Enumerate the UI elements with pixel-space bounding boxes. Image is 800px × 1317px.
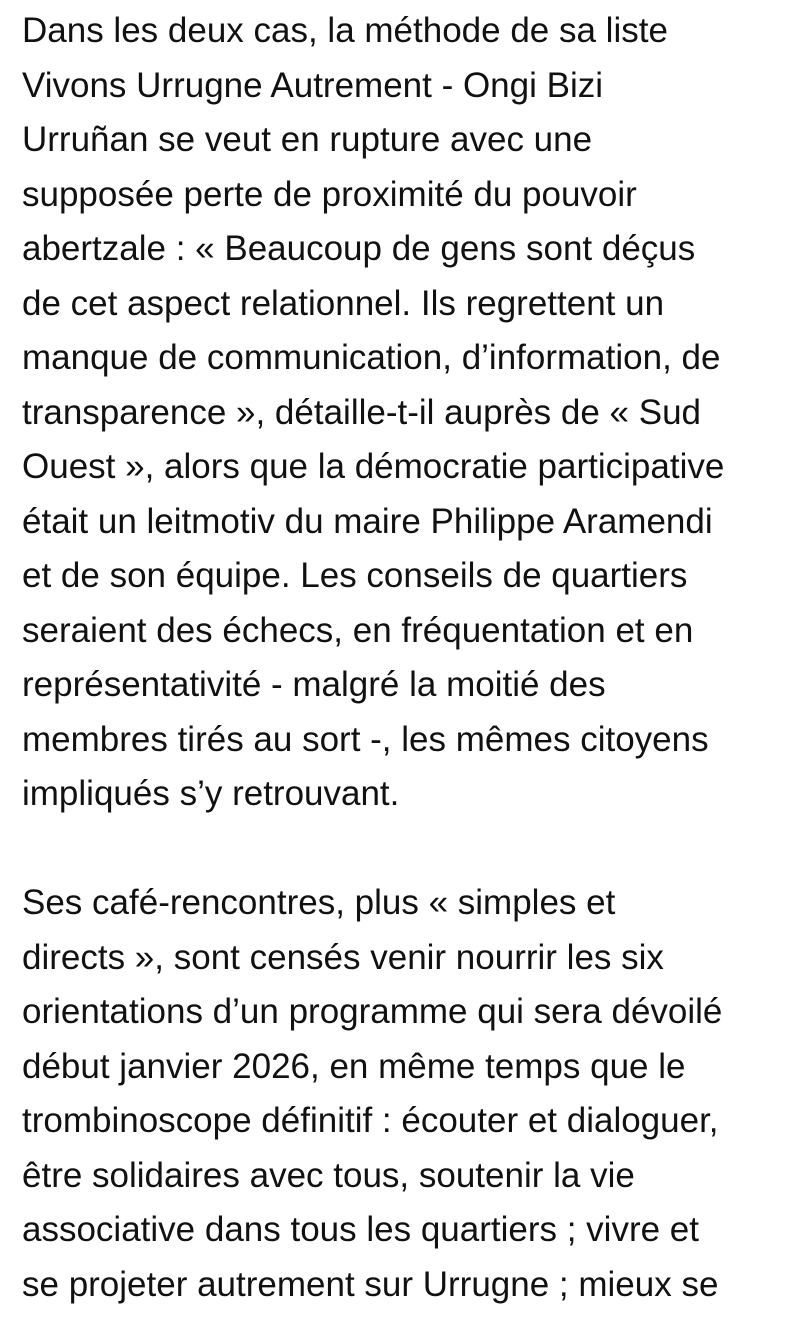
- text-line: abertzale : « Beaucoup de gens sont déçus: [22, 229, 696, 268]
- text-line: se projeter autrement sur Urrugne ; mieux se: [22, 1264, 719, 1304]
- text-line: Urruñan se veut en rupture avec une: [22, 120, 593, 159]
- text-line: début janvier 2026, en même temps que le: [22, 1046, 686, 1086]
- text-line: associative dans tous les quartiers ; vivre et: [22, 1210, 699, 1249]
- text-line: seraient des échecs, en fréquentation et en: [22, 610, 694, 650]
- text-line: Vivons Urrugne Autrement - Ongi Bizi: [22, 65, 604, 105]
- text-line: Ses café-rencontres, plus « simples et: [22, 883, 616, 922]
- text-line: directs », sont censés venir nourrir les six: [22, 937, 664, 977]
- text-line: Ouest », alors que la démocratie participative: [22, 447, 725, 486]
- article-body: [22, 4, 792, 1312]
- text-line: et de son équipe. Les conseils de quartiers: [22, 556, 688, 595]
- paragraph-1: [22, 4, 792, 822]
- paragraph-spacing: [22, 822, 792, 877]
- text-line: Dans les deux cas, la méthode de sa liste: [22, 11, 668, 50]
- text-line: manque de communication, d’information, de: [22, 338, 721, 377]
- text-line: était un leitmotiv du maire Philippe Aramendi: [22, 501, 713, 541]
- text-line: membres tirés au sort -, les mêmes citoyens: [22, 719, 709, 759]
- text-line: trombinoscope définitif : écouter et dialoguer,: [22, 1101, 719, 1140]
- text-line: être solidaires avec tous, soutenir la vie: [22, 1155, 635, 1195]
- text-line: transparence », détaille-t-il auprès de « Sud: [22, 392, 702, 432]
- text-line: impliqués s’y retrouvant.: [22, 774, 400, 813]
- text-line: de cet aspect relationnel. Ils regrettent un: [22, 283, 665, 323]
- text-line: orientations d’un programme qui sera dévoilé: [22, 992, 723, 1031]
- text-line: supposée perte de proximité du pouvoir: [22, 174, 637, 214]
- text-line: représentativité - malgré la moitié des: [22, 665, 606, 704]
- paragraph-2: [22, 876, 792, 1312]
